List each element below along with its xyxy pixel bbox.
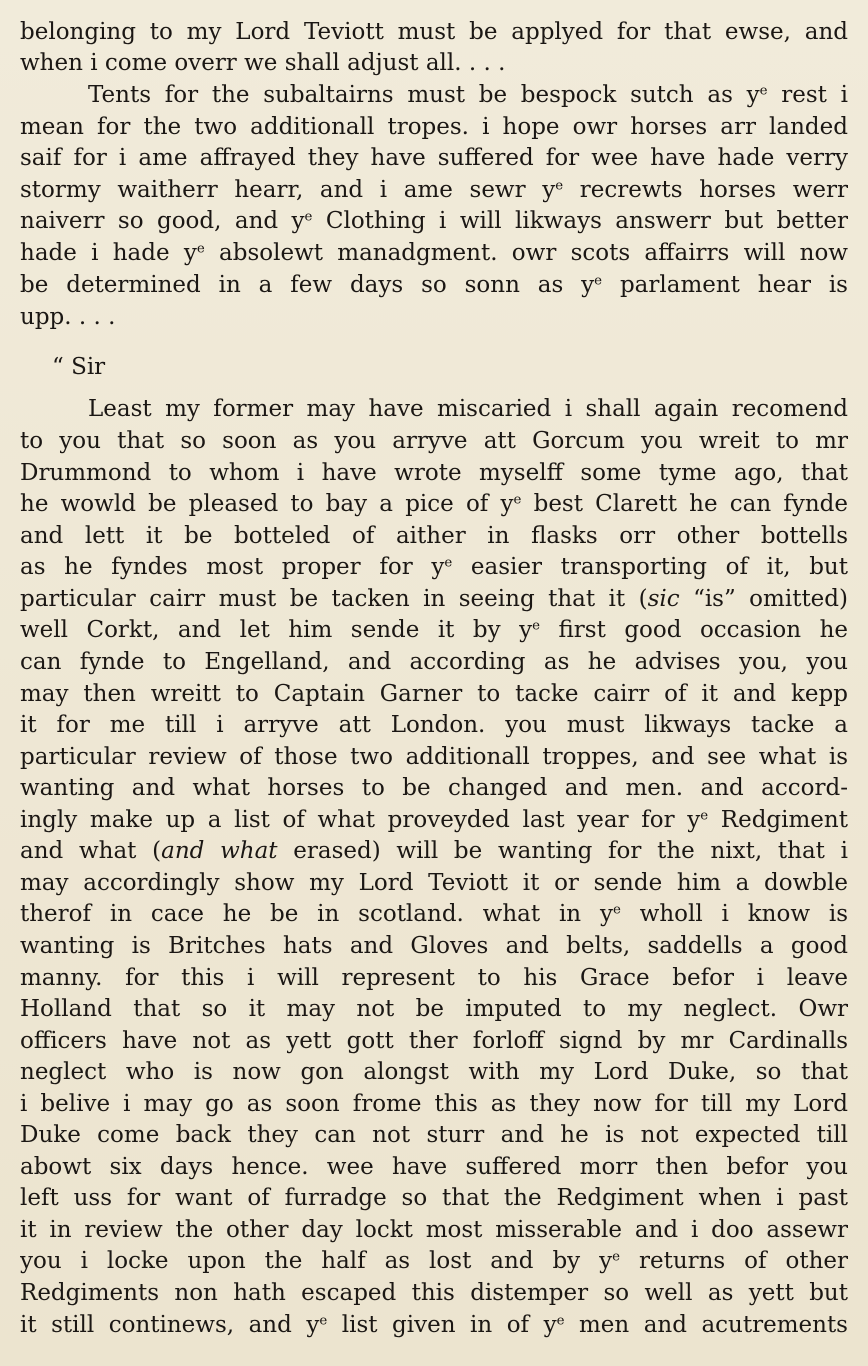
text-line: Duke come back they can not sturr and he is not expected till: [20, 1122, 848, 1148]
text-line: as he fyndes most proper for $y^e$ easier transporting of it, but: [20, 554, 848, 580]
text-line: stormy waitherr hearr, and i ame sewr $y^e$ recrewts horses werr: [20, 177, 848, 203]
text-line: may accordingly show my Lord Teviott it or sende him a dowble: [20, 870, 848, 896]
text-line: Least my former may have miscaried i shall again recomend: [88, 396, 848, 422]
text-line: neglect who is now gon alongst with my Lord Duke, so that: [20, 1059, 848, 1085]
text-line: Holland that so it may not be imputed to my neglect. Owr: [20, 996, 848, 1022]
text-line: may then wreitt to Captain Garner to tacke cairr of it and kepp: [20, 681, 848, 707]
text-line: officers have not as yett gott ther forloff signd by mr Cardinalls: [20, 1028, 848, 1054]
text-line: it for me till i arryve att London. you must likways tacke a: [20, 712, 848, 738]
text-line: i belive i may go as soon frome this as they now for till my Lord: [20, 1091, 848, 1117]
text-line: well Corkt, and let him sende it by $y^e$ first good occasion he: [20, 617, 848, 643]
text-line: and what (and what erased) will be wanting for the nixt, that i: [20, 838, 848, 864]
text-line: manny. for this i will represent to his Grace befor i leave: [20, 965, 848, 991]
text-line: Tents for the subaltairns must be bespock sutch as $y^e$ rest i: [88, 82, 848, 108]
text-line: it still continews, and $y^e$ list given in of $y^e$ men and acutrements: [20, 1312, 848, 1338]
text-line: to you that so soon as you arryve att Gorcum you wreit to mr: [20, 428, 848, 454]
text-line: particular cairr must be tacken in seeing that it (sic “is” omitted): [20, 586, 848, 612]
text-line: naiverr so good, and $y^e$ Clothing i will likways answerr but better: [20, 208, 848, 234]
salutation: “ Sir: [52, 354, 106, 380]
text-line: belonging to my Lord Teviott must be applyed for that ewse, and: [20, 19, 848, 45]
text-line: you i locke upon the half as lost and by $y^e$ returns of other: [20, 1248, 848, 1274]
text-line: saif for i ame affrayed they have suffered for wee have hade verry: [20, 145, 848, 171]
text-line: he wowld be pleased to bay a pice of $y^e$ best Clarett he can fynde: [20, 491, 848, 517]
text-line: mean for the two additionall tropes. i hope owr horses arr landed: [20, 114, 848, 140]
text-line: particular review of those two additionall troppes, and see what is: [20, 744, 848, 770]
text-line: when i come overr we shall adjust all. . . .: [20, 50, 506, 76]
text-line: ingly make up a list of what proveyded last year for $y^e$ Redgiment: [20, 807, 848, 833]
text-line: and lett it be botteled of aither in flasks orr other bottells: [20, 523, 848, 549]
text-line: be determined in a few days so sonn as $y^e$ parlament hear is: [20, 272, 848, 298]
text-line: therof in cace he be in scotland. what in $y^e$ wholl i know is: [20, 901, 848, 927]
text-line: wanting is Britches hats and Gloves and belts, saddells a good: [20, 933, 848, 959]
text-line: left uss for want of furradge so that the Redgiment when i past: [20, 1185, 848, 1211]
text-line: Drummond to whom i have wrote myselff some tyme ago, that: [20, 460, 848, 486]
text-line: can fynde to Engelland, and according as he advises you, you: [20, 649, 848, 675]
text-line: it in review the other day lockt most misserable and i doo assewr: [20, 1217, 848, 1243]
text-line: wanting and what horses to be changed and men. and accord-: [20, 775, 848, 801]
text-line: upp. . . .: [20, 304, 116, 330]
text-line: Redgiments non hath escaped this distemper so well as yett but: [20, 1280, 848, 1306]
text-line: abowt six days hence. wee have suffered morr then befor you: [20, 1154, 848, 1180]
text-line: hade i hade $y^e$ absolewt manadgment. owr scots affairrs will now: [20, 240, 848, 266]
